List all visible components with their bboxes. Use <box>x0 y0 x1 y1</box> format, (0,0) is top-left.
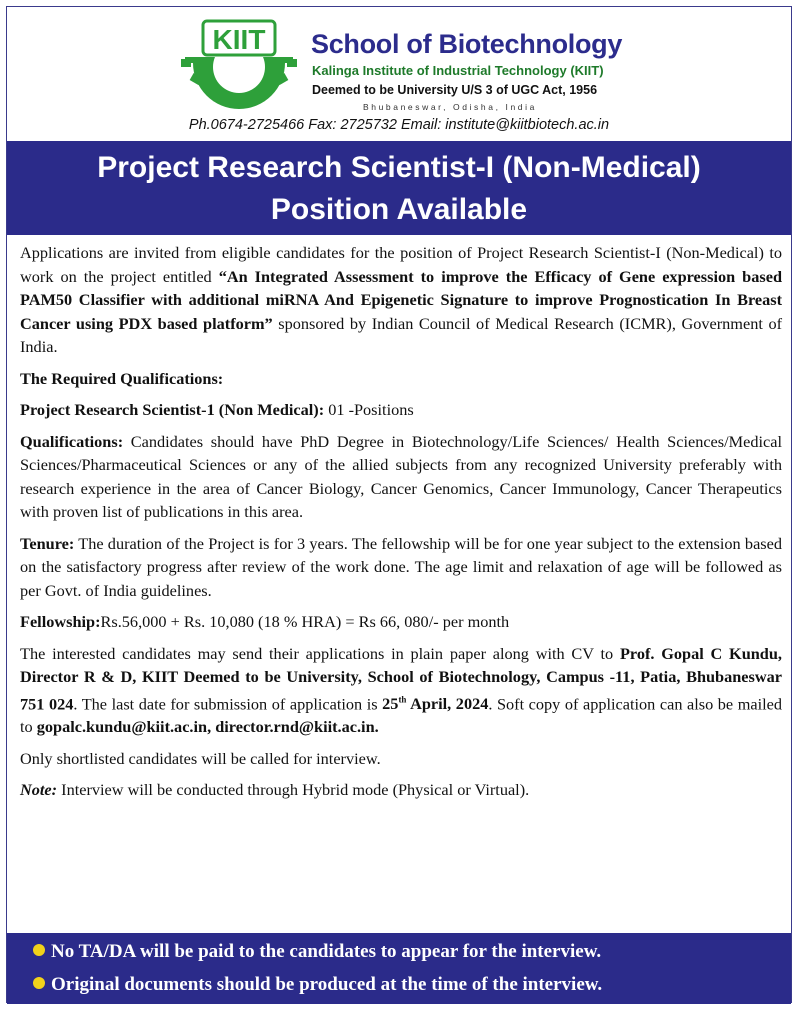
advertisement-body <box>20 241 782 810</box>
deadline-month-year: April, 2024 <box>406 693 489 713</box>
footer-item-1 <box>33 941 601 963</box>
deadline-date <box>382 694 488 713</box>
note-line <box>20 778 782 802</box>
position-count: 01 -Positions <box>324 400 414 419</box>
fellowship-amount: Rs.56,000 + Rs. 10,080 (18 % HRA) = Rs 66, 080/- per month <box>100 612 510 631</box>
footer-banner <box>7 933 791 1004</box>
title-banner <box>7 141 791 235</box>
apply-address: Prof. Gopal C Kundu, Director R & D, KIIT Deemed to be University, School of Biotechnology, Campus -11, Patia, Bhubaneswar 751 024 <box>20 643 782 713</box>
apply-email-text: . Soft copy of application can also be mailed to <box>20 693 782 737</box>
advertisement-frame <box>6 6 792 1003</box>
header <box>7 7 791 139</box>
position-label: Project Research Scientist-1 (Non Medical): <box>20 400 325 419</box>
tenure-paragraph <box>20 532 782 603</box>
intro-paragraph <box>20 241 782 359</box>
intro-text: Applications are invited from eligible candidates for the position of Project Research Scientist-I (Non-Medical) to work on the project entitled <box>20 243 782 286</box>
footer-text-2: Original documents should be produced at the time of the interview. <box>51 974 603 995</box>
required-qualifications-heading: The Required Qualifications: <box>20 368 224 388</box>
deadline-day-suffix: th <box>398 694 407 705</box>
contact-line: Ph.0674-2725466 Fax: 2725732 Email: institute@kiitbiotech.ac.in <box>188 117 610 133</box>
note-text: Interview will be conducted through Hybrid mode (Physical or Virtual). <box>57 780 530 800</box>
apply-emails: gopalc.kundu@kiit.ac.in, director.rnd@kiit.ac.in. <box>36 717 379 737</box>
qualifications-text: Candidates should have PhD Degree in Biotechnology/Life Sciences/ Health Sciences/Medical Sciences/Pharmaceutical Sciences or any of the allied subjects from any recognized University preferably with research experience in the area of Cancer Biology, Cancer Genomics, Cancer Immunology, Cancer Therapeutics with proven list of publications in this area. <box>20 431 782 521</box>
project-title: “An Integrated Assessment to improve the Efficacy of Gene expression based PAM50 Classifier with additional miRNA And Epigenetic Signature to improve Prognostication In Breast Cancer using PDX based platform” <box>20 266 782 333</box>
bullet-icon <box>33 944 45 956</box>
footer-item-2 <box>33 974 602 996</box>
intro-sponsor-text: sponsored by Indian Council of Medical Research (ICMR), Government of India. <box>20 313 783 356</box>
footer-text-1: No TA/DA will be paid to the candidates to appear for the interview. <box>51 941 602 962</box>
logo-text: KIIT <box>212 24 266 55</box>
apply-deadline-text: . The last date for submission of application is <box>73 693 383 713</box>
shortlist-line: Only shortlisted candidates will be called for interview. <box>20 748 381 768</box>
qualifications-paragraph <box>20 430 782 524</box>
tenure-text: The duration of the Project is for 3 years. The fellowship will be for one year subject to the extension based on the satisfactory progress after review of the work done. The age limit and relaxation of age will be followed as per Govt. of India guidelines. <box>20 533 782 600</box>
application-paragraph <box>20 642 782 739</box>
kiit-logo-icon <box>177 17 301 109</box>
title-line-1: Project Research Scientist-I (Non-Medical) <box>97 151 701 184</box>
fellowship-line <box>20 610 782 634</box>
position-line <box>20 398 782 422</box>
apply-text: The interested candidates may send their applications in plain paper along with CV to <box>20 643 620 663</box>
deadline-day: 25 <box>382 693 399 713</box>
deemed-university-line: Deemed to be University U/S 3 of UGC Act, 1956 <box>312 83 598 97</box>
qualifications-label: Qualifications: <box>20 431 124 451</box>
note-label: Note: <box>20 780 58 800</box>
tenure-label: Tenure: <box>20 533 75 553</box>
school-name: School of Biotechnology <box>311 29 623 59</box>
location-line: Bhubaneswar, Odisha, India <box>363 102 537 112</box>
bullet-icon <box>33 977 45 989</box>
title-line-2: Position Available <box>270 193 528 226</box>
institute-name: Kalinga Institute of Industrial Technology (KIIT) <box>312 63 604 78</box>
fellowship-label: Fellowship: <box>20 612 101 631</box>
